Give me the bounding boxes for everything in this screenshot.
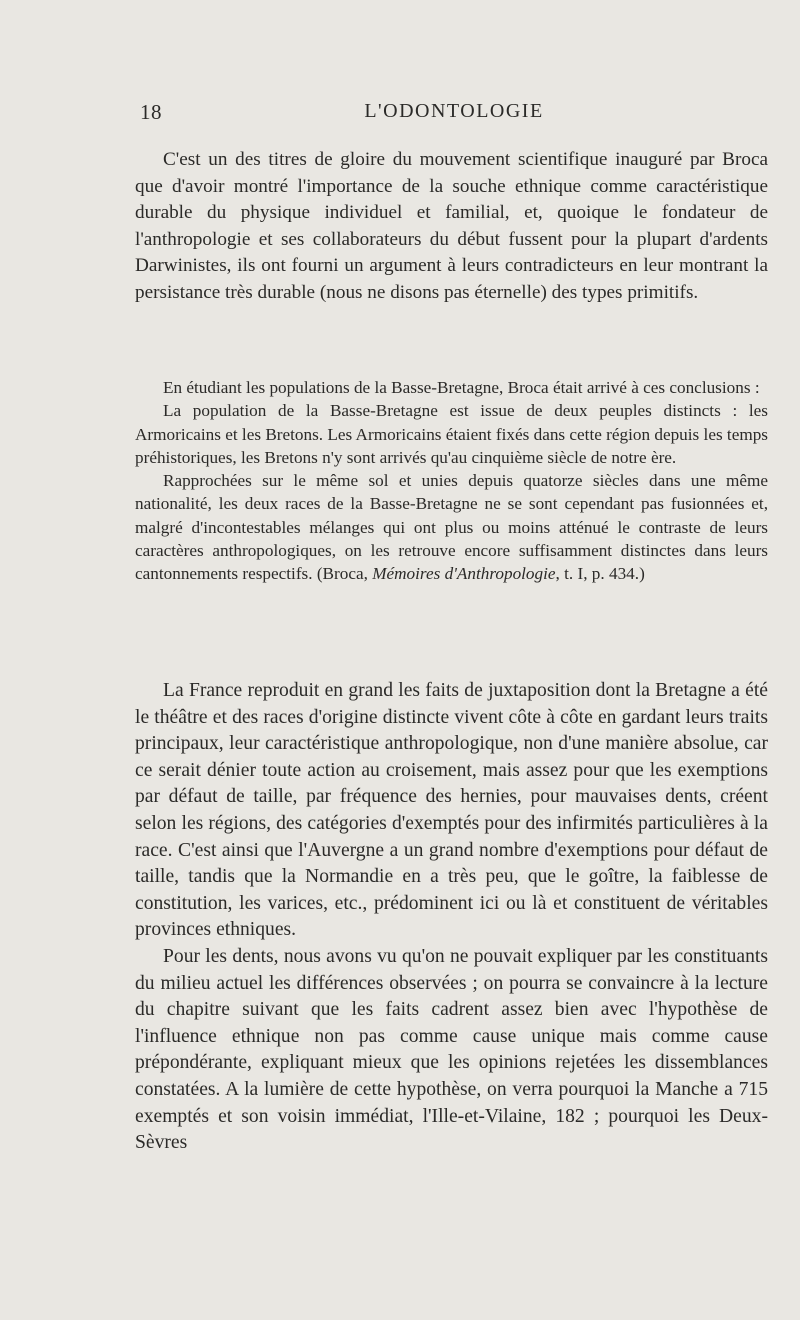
citation-reference: , t. I, p. 434.) xyxy=(555,564,645,584)
quote-paragraph-1: En étudiant les populations de la Basse-Bretagne, Broca était arrivé à ces conclusions : xyxy=(163,378,760,397)
main-paragraph-2: Pour les dents, nous avons vu qu'on ne pouvait expliquer par les constituants du milieu actuel les différences observées ; on pourra se convaincre à la lecture du chapitre suivant que les faits cadrent assez bien avec l'hypothèse de l'influence ethnique non pas comme cause unique mais comme cause prépondérante, expliquant mieux que les opinions rejetées les dissemblances constatées. A la lumière de cette hypothèse, on verra pourquoi la Manche a 715 exemptés et son voisin immédiat, l'Ille-et-Vilaine, 182 ; pourquoi les Deux-Sèvres xyxy=(135,945,768,1154)
running-title: L'ODONTOLOGIE xyxy=(364,100,544,122)
page-header xyxy=(140,100,768,130)
quote-paragraph-3-text: Rapprochées sur le même sol et unies depuis quatorze siècles dans une même nationalité, les deux races de la Basse-Bretagne ne se sont cependant pas fusionnées et, malgré d'incontestables mélanges qui ont plus ou moins atténué le contraste de leurs caractères anthropologiques, on les retrouve encore suffisamment distinctes dans leurs cantonnements respectifs. (Broca, xyxy=(135,471,768,584)
main-section xyxy=(135,678,768,1157)
quote-paragraph-3 xyxy=(135,469,768,585)
intro-paragraph: C'est un des titres de gloire du mouvement scientifique inauguré par Broca que d'avoir montré l'importance de la souche ethnique comme caractéristique durable du physique individuel et familial, et, quoique le fondateur de l'anthropologie et ses collaborateurs du début fussent pour la plupart d'ardents Darwinistes, ils ont fourni un argument à leurs contradicteurs en leur montrant la persistance très durable (nous ne disons pas éternelle) des types primitifs. xyxy=(135,149,768,303)
intro-section xyxy=(135,147,768,306)
page-number: 18 xyxy=(140,100,162,124)
broca-quotation xyxy=(135,376,768,586)
quote-paragraph-2: La population de la Basse-Bretagne est issue de deux peuples distincts : les Armoricains et les Bretons. Les Armoricains étaient fixés dans cette région depuis les temps préhistoriques, les Bretons n'y sont arrivés qu'au cinquième siècle de notre ère. xyxy=(135,401,768,467)
main-paragraph-1: La France reproduit en grand les faits de juxtaposition dont la Bretagne a été le théâtre et des races d'origine distincte vivent côte à côte en gardant leurs traits principaux, leur caractéristique anthropologique, non d'une manière absolue, car ce serait dénier toute action au croisement, mais assez pour que les exemptions par défaut de taille, par fréquence des hernies, pour mauvaises dents, créent selon les régions, des catégories d'exemptés pour des infirmités particulières à la race. C'est ainsi que l'Auvergne a un grand nombre d'exemptions pour défaut de taille, tandis que la Normandie en a très peu, que le goître, la faiblesse de constitution, les varices, etc., prédominent ici ou là et constituent de véritables provinces ethniques. xyxy=(135,680,768,941)
citation-title: Mémoires d'Anthropologie xyxy=(372,564,556,584)
